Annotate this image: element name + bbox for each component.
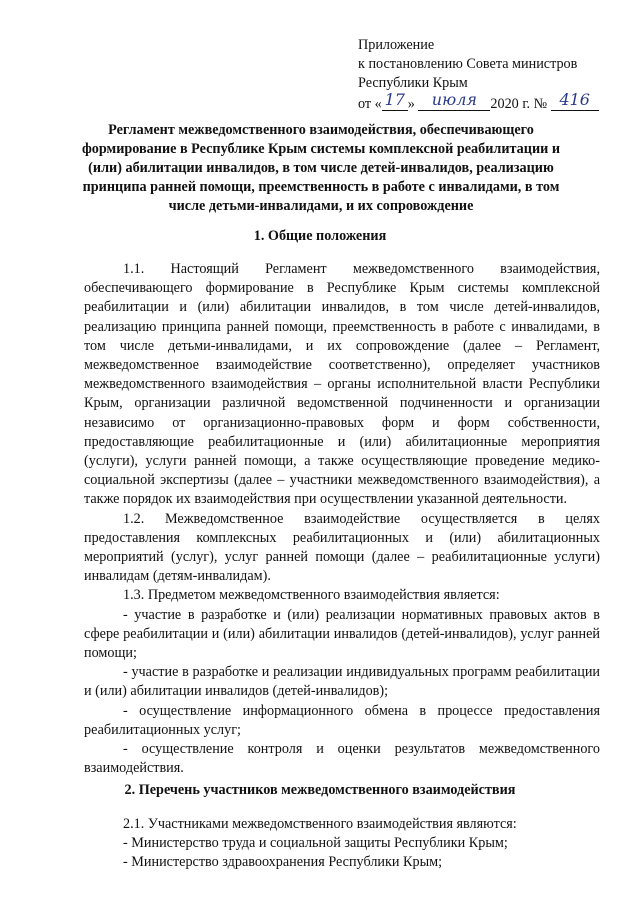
appendix-republic: Республики Крым [358,75,468,91]
paragraph-1-3: 1.3. Предметом межведомственного взаимодействия является: [123,587,500,604]
appendix-label: Приложение [358,37,435,53]
appendix-date-line [358,90,628,114]
date-mid: » [407,96,415,112]
list-item: - участие в разработке и реализации индивидуальных программ реабилитации и (или) абилитации инвалидов (детей-инвалидов); [84,664,600,700]
appendix-header [358,36,628,114]
date-month: июля [431,90,477,109]
appendix-decree: к постановлению Совета министров [358,56,578,72]
list-item: - осуществление информационного обмена в процессе предоставления реабилитационных услуг; [84,702,600,738]
list-item: - участие в разработке и (или) реализации нормативных правовых актов в сфере реабилитации и (или) абилитации инвалидов (детей-инвалидов), услуг ранней помощи; [84,606,600,662]
date-prefix: от « [358,96,382,112]
date-year: 2020 г. № [490,96,548,112]
section-2-heading: 2. Перечень участников межведомственного взаимодействия [124,782,516,798]
paragraph-1-1: 1.1. Настоящий Регламент межведомственного взаимодействия, обеспечивающего формирование в Республике Крым системы комплексной реабилитации и (или) абилитации инвалидов, в том числе детей-инвалидов, реализацию принципа ранней помощи, преемственность в работе с инвалидами, в том числе детьми-инвалидами, и их сопровождение (далее – Регламент, межведомственное взаимодействие соответственно), определяет участников межведомственного взаимодействия – органы исполнительной власти Республики Крым, организации различной ведомственной подчиненности и организации независимо от организационно-правовых форм и форм собственности, предоставляющие реабилитационные и (или) абилитационные мероприятия (услуги), услуги ранней помощи, а также осуществляющие проведение медико-социальной экспертизы (далее – участники межведомственного взаимодействия), а также порядок их взаимодействия при осуществлении указанной деятельности. [84,261,600,508]
list-item: - осуществление контроля и оценки результатов межведомственного взаимодействия. [84,741,600,777]
section-1-body [84,260,600,778]
paragraph-2-1: 2.1. Участниками межведомственного взаимодействия являются: [123,816,517,832]
date-day: 17 [384,90,405,109]
document-title: Регламент межведомственного взаимодействия, обеспечивающего формирование в Республике Крым системы комплексной реабилитации и (или) абилитации инвалидов, в том числе детей-инвалидов, реализацию принципа ранней помощи, преемственность в работе с инвалидами, в том числе детьми-инвалидами, и их сопровождение [81,122,561,214]
list-item: - Министерство здравоохранения Республики Крым; [123,854,443,871]
section-1-heading: 1. Общие положения [253,228,387,244]
list-item: - Министерство труда и социальной защиты Республики Крым; [123,835,508,852]
paragraph-1-2: 1.2. Межведомственное взаимодействие осуществляется в целях предоставления комплексных реабилитационных и (или) абилитационных мероприятий (услуг), услуг ранней помощи (далее – реабилитационные услуги) инвалидам (детям-инвалидам). [84,510,600,585]
date-number: 416 [559,90,590,109]
section-2-body [84,815,600,873]
